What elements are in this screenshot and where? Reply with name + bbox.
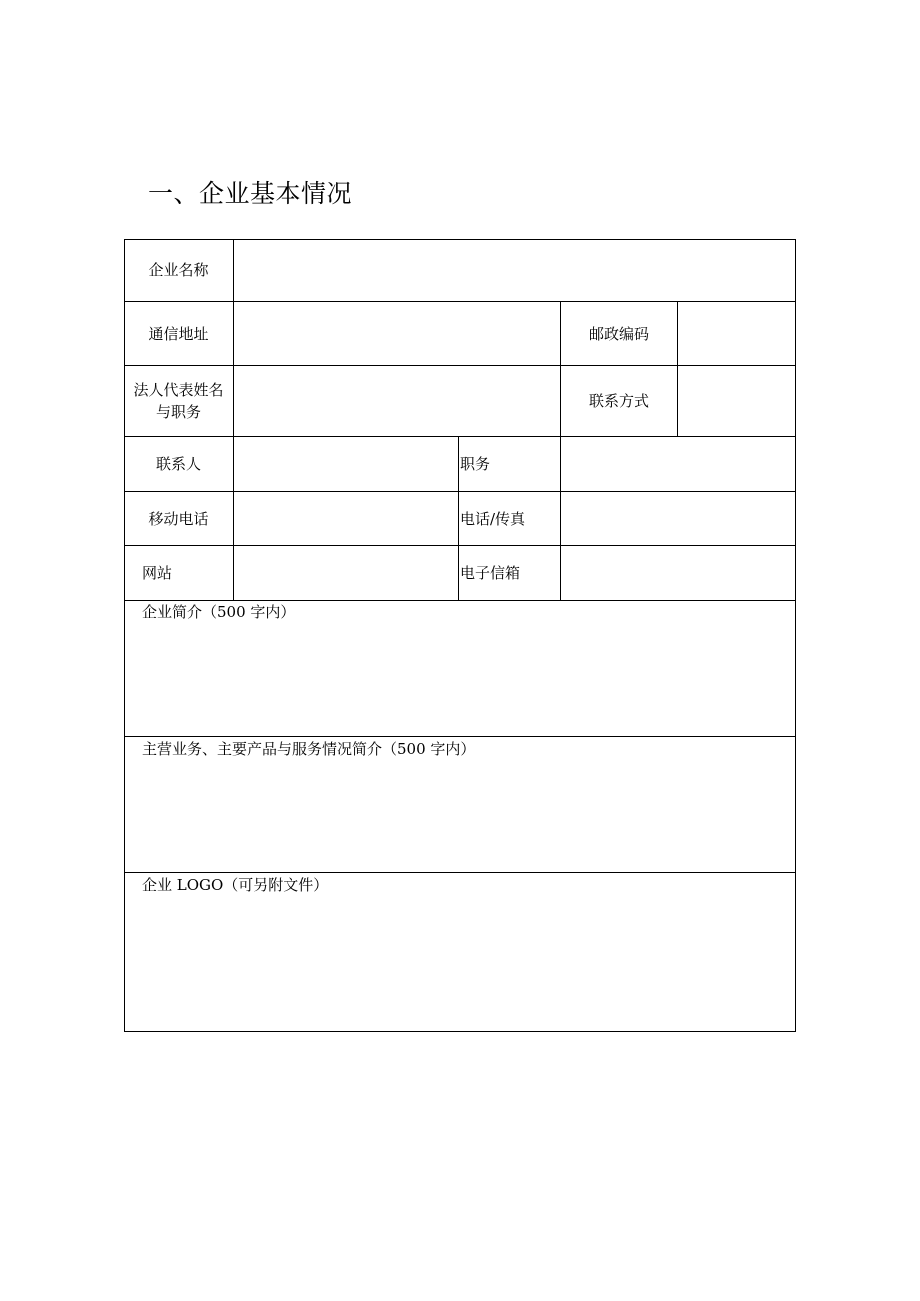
row-divider <box>124 872 796 873</box>
intro-label: 企业简介（500 字内） <box>142 603 296 621</box>
website-field[interactable] <box>234 546 458 600</box>
postcode-field[interactable] <box>678 302 796 365</box>
company-name-label: 企业名称 <box>148 261 209 279</box>
email-label: 电子信箱 <box>460 564 521 582</box>
phone-fax-label: 电话/传真 <box>460 509 526 528</box>
legal-rep-label-line2: 与职务 <box>155 403 201 421</box>
phone-fax-field[interactable] <box>561 492 796 545</box>
mobile-field[interactable] <box>234 492 458 545</box>
logo-field[interactable] <box>125 898 795 1031</box>
email-field[interactable] <box>561 546 796 600</box>
position-field[interactable] <box>561 437 796 491</box>
intro-field[interactable] <box>125 625 795 735</box>
address-label: 通信地址 <box>148 324 209 343</box>
logo-label: 企业 LOGO（可另附文件） <box>142 876 329 894</box>
address-field[interactable] <box>234 302 560 365</box>
business-field[interactable] <box>125 762 795 871</box>
legal-rep-label-line1: 法人代表姓名 <box>133 381 224 399</box>
business-label: 主营业务、主要产品与服务情况简介（500 字内） <box>142 740 476 758</box>
section-title: 一、企业基本情况 <box>148 179 353 208</box>
legal-rep-label <box>124 366 233 436</box>
legal-rep-field[interactable] <box>234 366 560 436</box>
col-divider <box>458 436 459 600</box>
company-name-field[interactable] <box>234 239 796 301</box>
website-label: 网站 <box>142 564 173 582</box>
postcode-label: 邮政编码 <box>588 324 649 343</box>
position-label: 职务 <box>460 455 491 473</box>
contact-person-field[interactable] <box>234 437 458 491</box>
contact-method-label: 联系方式 <box>588 392 649 410</box>
company-info-form <box>124 239 796 1032</box>
row-divider <box>124 736 796 737</box>
mobile-label: 移动电话 <box>148 509 209 528</box>
contact-person-label: 联系人 <box>155 455 201 473</box>
contact-method-field[interactable] <box>678 366 796 436</box>
